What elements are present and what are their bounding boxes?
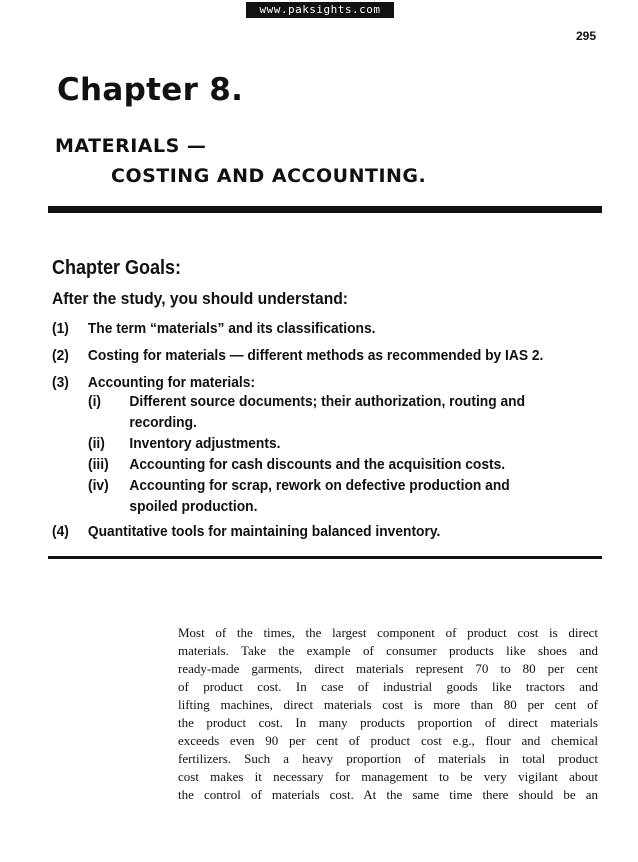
subgoal-text: Inventory adjustments.	[129, 435, 281, 452]
goal-number: (1)	[52, 320, 69, 337]
chapter-subtitle-line-1: MATERIALS —	[55, 135, 207, 157]
paragraph-line: lifting machines, direct materials cost is more than 80 per cent of	[178, 697, 598, 712]
subgoal-number: (iv)	[88, 477, 109, 494]
subgoal-number: (iii)	[88, 456, 109, 473]
thin-divider	[48, 556, 602, 559]
chapter-title: Chapter 8.	[57, 72, 244, 108]
paragraph-line: materials. Take the example of consumer products like shoes and	[178, 643, 598, 658]
subgoal-text: Accounting for cash discounts and the acquisition costs.	[129, 456, 506, 473]
goal-text: Accounting for materials:	[87, 374, 256, 391]
paragraph-line: Most of the times, the largest component of product cost is direct	[178, 625, 598, 640]
watermark: www.paksights.com	[246, 2, 394, 18]
thick-divider	[48, 206, 602, 213]
goal-text: Quantitative tools for maintaining balanced inventory.	[87, 523, 441, 540]
paragraph-line: exceeds even 90 per cent of product cost e.g., flour and chemical	[178, 733, 598, 748]
goals-heading: Chapter Goals:	[52, 257, 182, 279]
chapter-subtitle-line-2: COSTING AND ACCOUNTING.	[111, 165, 427, 187]
goal-number: (3)	[52, 374, 69, 391]
subgoal-number: (i)	[88, 393, 102, 410]
subgoal-text: Accounting for scrap, rework on defective production and	[129, 477, 510, 494]
goal-number: (2)	[52, 347, 69, 364]
goal-number: (4)	[52, 523, 69, 540]
subgoal-number: (ii)	[88, 435, 105, 452]
paragraph-line: the product cost. In many products proportion of direct materials	[178, 715, 598, 730]
subgoal-text: recording.	[129, 414, 197, 431]
goal-text: Costing for materials — different methods as recommended by IAS 2.	[87, 347, 544, 364]
subgoal-text: Different source documents; their authorization, routing and	[129, 393, 526, 410]
subgoal-text: spoiled production.	[129, 498, 258, 515]
goals-intro: After the study, you should understand:	[52, 289, 349, 308]
paragraph-line: of product cost. In case of industrial goods like tractors and	[178, 679, 598, 694]
paragraph-line: ready-made garments, direct materials represent 70 to 80 per cent	[178, 661, 598, 676]
paragraph-line: fertilizers. Such a heavy proportion of materials in total product	[178, 751, 598, 766]
body-paragraph	[178, 624, 598, 804]
goal-text: The term “materials” and its classifications.	[87, 320, 376, 337]
paragraph-line: cost makes it necessary for management to be very vigilant about	[178, 769, 598, 784]
paragraph-line: the control of materials cost. At the same time there should be an	[178, 787, 598, 802]
page-number: 295	[575, 29, 596, 43]
